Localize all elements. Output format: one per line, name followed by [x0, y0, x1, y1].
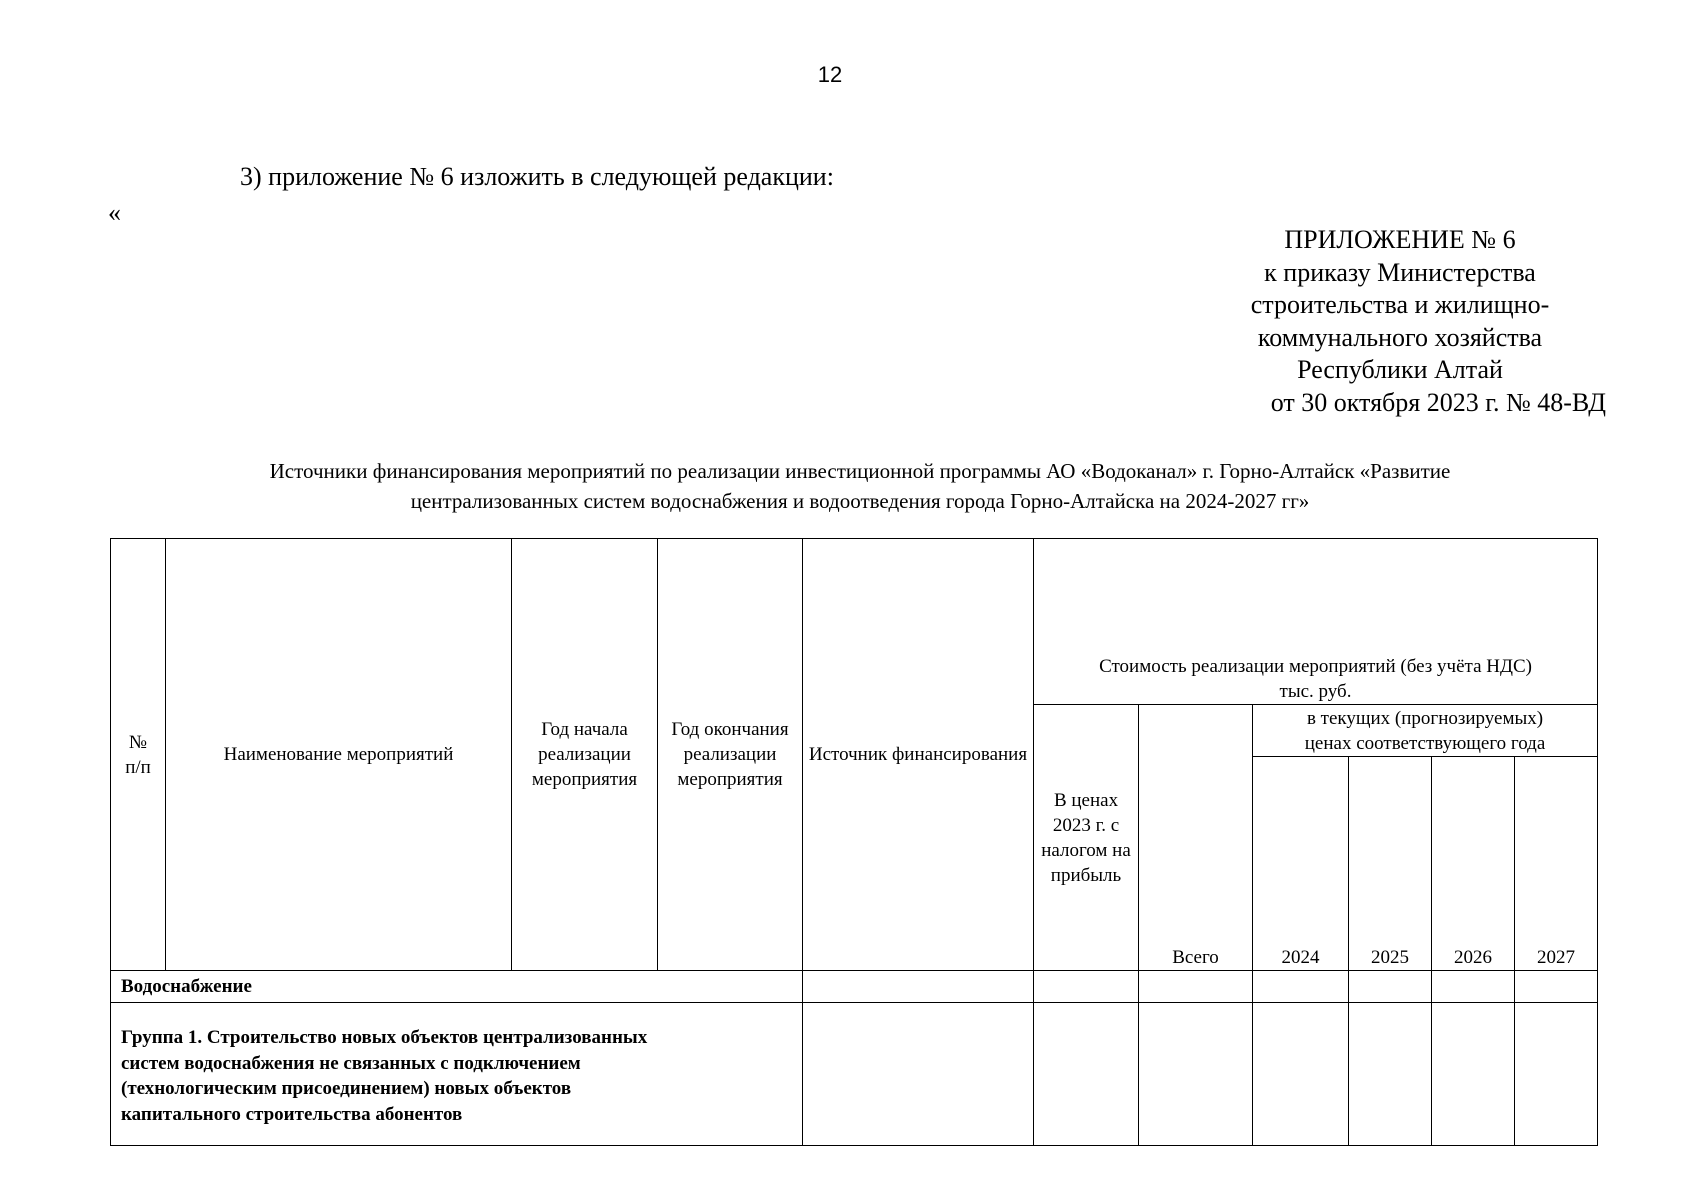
header-funding-source: Источник финансирования	[803, 539, 1034, 971]
table-cell	[1139, 971, 1253, 1003]
appendix-ministry-line: строительства и жилищно-	[1250, 290, 1550, 319]
header-start-year: Год начала реализации мероприятия	[512, 539, 658, 971]
header-prices-2023: В ценах 2023 г. с налогом на прибыль	[1034, 705, 1139, 971]
group-1-line-2: систем водоснабжения не связанных с подключением	[121, 1052, 581, 1074]
appendix-date-line: от 30 октября 2023 г. № 48-ВД	[1270, 387, 1606, 417]
appendix-ministry-line-2: коммунального хозяйства	[1257, 322, 1543, 352]
table-cell	[1349, 971, 1432, 1003]
header-year-2024: 2024	[1253, 757, 1349, 971]
table-cell	[1515, 1003, 1598, 1146]
group-1-line-3: (технологическим присоединением) новых объектов	[121, 1078, 572, 1099]
header-current-prices-line-2: ценах соответствующего года	[1304, 732, 1546, 754]
table-cell	[1432, 1003, 1515, 1146]
header-cost	[1034, 539, 1598, 705]
table-cell	[1349, 1003, 1432, 1146]
header-year-2027: 2027	[1515, 757, 1598, 971]
header-current-prices	[1253, 705, 1598, 757]
header-cost-line-2: тыс. руб.	[1279, 681, 1352, 702]
table-title-line-2: централизованных систем водоснабжения и водоотведения города Горно-Алтайска на 2024-2027 гг»	[410, 489, 1310, 513]
table-cell	[803, 1003, 1034, 1146]
header-year-2025: 2025	[1349, 757, 1432, 971]
appendix-republic-line: Республики Алтай	[1297, 355, 1503, 384]
table-cell	[1253, 971, 1349, 1003]
table-title-line-1: Источники финансирования мероприятий по реализации инвестиционной программы АО «Водоканал» г. Горно-Алтайск «Развитие	[269, 459, 1451, 483]
header-number-symbol: №	[128, 731, 148, 753]
table-cell	[1253, 1003, 1349, 1146]
intro-text: 3) приложение № 6 изложить в следующей редакции:	[240, 162, 834, 191]
header-number	[111, 539, 166, 971]
appendix-header	[1190, 224, 1610, 419]
table-cell	[1034, 1003, 1139, 1146]
header-end-year: Год окончания реализации мероприятия	[658, 539, 803, 971]
table-cell	[803, 971, 1034, 1003]
header-activity-name: Наименование мероприятий	[166, 539, 512, 971]
header-cost-line-1: Стоимость реализации мероприятий (без учёта НДС)	[1099, 656, 1532, 677]
section-water-supply: Водоснабжение	[111, 971, 803, 1003]
table-cell	[1515, 971, 1598, 1003]
table-cell	[1034, 971, 1139, 1003]
financing-table	[110, 538, 1598, 1146]
header-year-2026: 2026	[1432, 757, 1515, 971]
group-1-line-4: капитального строительства абонентов	[121, 1103, 463, 1125]
group-1-line-1: Группа 1. Строительство новых объектов централизованных	[121, 1027, 648, 1048]
table-title	[110, 456, 1610, 516]
header-number-abbr: п/п	[125, 756, 151, 778]
appendix-order-line: к приказу Министерства	[1264, 257, 1536, 287]
table-cell	[1432, 971, 1515, 1003]
table-cell	[1139, 1003, 1253, 1146]
appendix-title: ПРИЛОЖЕНИЕ № 6	[1284, 225, 1516, 254]
header-current-prices-line-1: в текущих (прогнозируемых)	[1306, 707, 1544, 729]
header-total: Всего	[1139, 705, 1253, 971]
open-quote-mark: «	[108, 198, 121, 227]
page-number: 12	[817, 62, 843, 87]
group-1-title	[111, 1003, 803, 1146]
